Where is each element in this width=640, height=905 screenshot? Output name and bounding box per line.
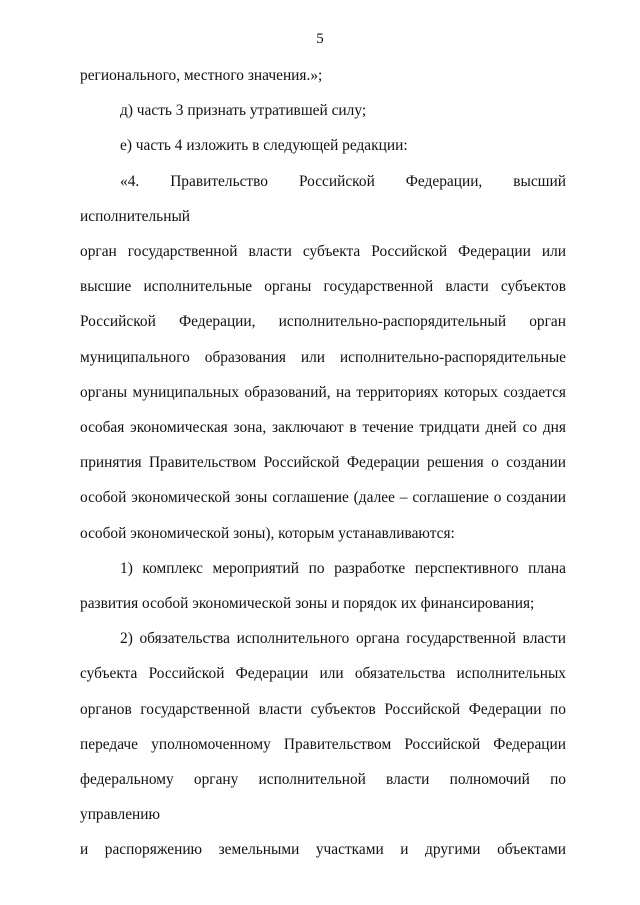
text-line: органов государственной власти субъектов Российской Федерации по bbox=[80, 700, 566, 718]
text-line: орган государственной власти субъекта Российской Федерации или bbox=[80, 243, 566, 261]
text-line: субъекта Российской Федерации или обязательства исполнительных bbox=[80, 665, 566, 683]
text-line: 1) комплекс мероприятий по разработке перспективного плана bbox=[120, 559, 566, 577]
text-line: 2) обязательства исполнительного органа государственной власти bbox=[120, 630, 566, 648]
text-line: и распоряжению земельными участками и другими объектами bbox=[80, 841, 566, 859]
paragraph-part-4 bbox=[80, 164, 566, 551]
text-line: передаче уполномоченному Правительством Российской Федерации bbox=[80, 735, 566, 753]
paragraph-item-2 bbox=[80, 621, 566, 867]
text-line: «4. Правительство Российской Федерации, высший исполнительный bbox=[80, 172, 566, 225]
text-line: д) часть 3 признать утратившей силу; bbox=[120, 102, 367, 120]
paragraph-item-1 bbox=[80, 551, 566, 621]
text-line: е) часть 4 изложить в следующей редакции: bbox=[120, 137, 408, 155]
page-number: 5 bbox=[316, 31, 324, 47]
paragraph-continuation bbox=[80, 58, 566, 93]
text-line: органы муниципальных образований, на территориях которых создается bbox=[80, 383, 566, 401]
text-line: особой экономической зоны), которым устанавливаются: bbox=[80, 524, 455, 542]
text-line: Российской Федерации, исполнительно-распорядительный орган bbox=[80, 313, 566, 331]
paragraph-item-e bbox=[80, 128, 566, 163]
text-line: муниципального образования или исполнительно-распорядительные bbox=[80, 348, 566, 366]
text-line: развития особой экономической зоны и порядок их финансирования; bbox=[80, 595, 535, 613]
text-line: высшие исполнительные органы государственной власти субъектов bbox=[80, 278, 566, 296]
text-line: регионального, местного значения.»; bbox=[80, 67, 323, 84]
document-body bbox=[80, 58, 566, 868]
text-line: особой экономической зоны соглашение (далее – соглашение о создании bbox=[80, 489, 566, 507]
text-line: федеральному органу исполнительной власти полномочий по управлению bbox=[80, 771, 566, 824]
text-line: особая экономическая зона, заключают в течение тридцати дней со дня bbox=[80, 419, 566, 437]
text-line: принятия Правительством Российской Федерации решения о создании bbox=[80, 454, 566, 472]
paragraph-item-d bbox=[80, 93, 566, 128]
